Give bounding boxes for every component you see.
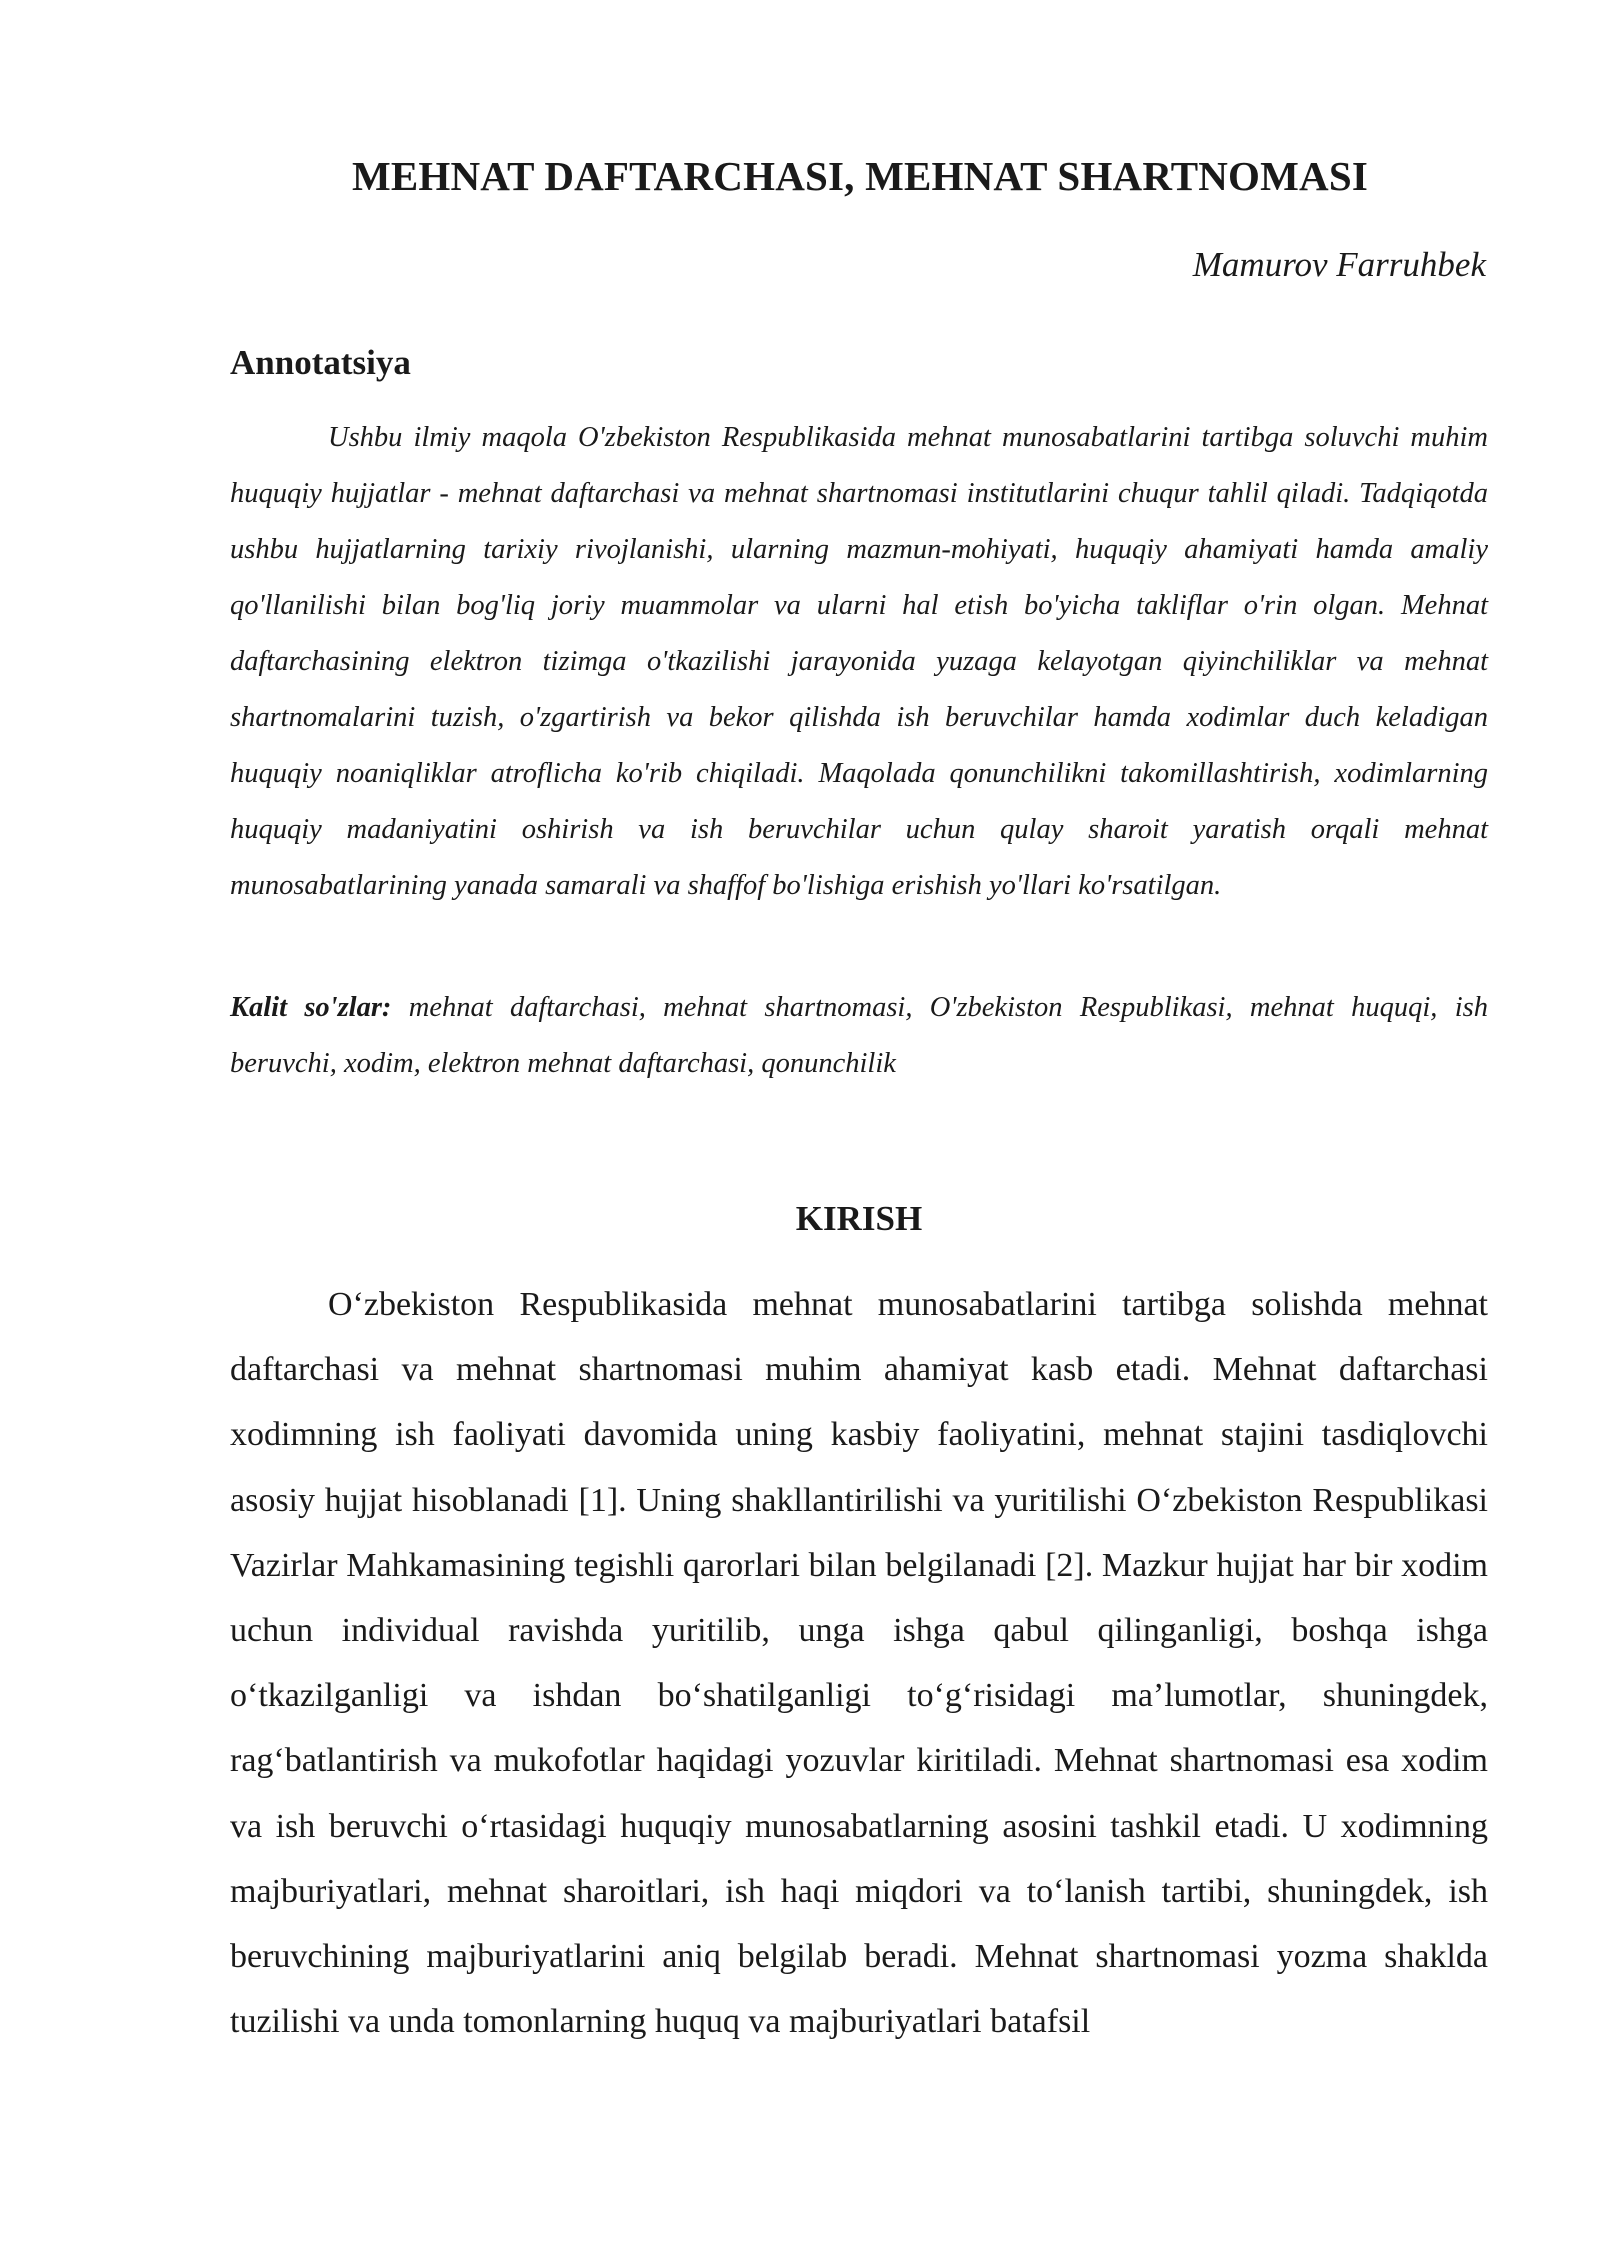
author-name: Mamurov Farruhbek	[1192, 245, 1486, 284]
abstract-heading: Annotatsiya	[230, 343, 411, 382]
keywords-paragraph	[230, 980, 1488, 1092]
paper-title: MEHNAT DAFTARCHASI, MEHNAT SHARTNOMASI	[351, 153, 1369, 199]
introduction-text: O‘zbekiston Respublikasida mehnat munosabatlarini tartibga solishda mehnat daftarchasi va mehnat shartnomasi muhim ahamiyat kasb etadi. Mehnat daftarchasi xodimning ish faoliyati davomida uning kasbiy faoliyatini, mehnat stajini tasdiqlovchi asosiy hujjat hisoblanadi [1]. Uning shakllantirilishi va yuritilishi O‘zbekiston Respublikasi Vazirlar Mahkamasining tegishli qarorlari bilan belgilanadi [2]. Mazkur hujjat har bir xodim uchun individual ravishda yuritilib, unga ishga qabul qilinganligi, boshqa ishga o‘tkazilganligi va ishdan bo‘shatilganligi to‘g‘risidagi ma’lumotlar, shuningdek, rag‘batlantirish va mukofotlar haqidagi yozuvlar kiritiladi. Mehnat shartnomasi esa xodim va ish beruvchi o‘rtasidagi huquqiy munosabatlarning asosini tashkil etadi. U xodimning majburiyatlari, mehnat sharoitlari, ish haqi miqdori va to‘lanish tartibi, shuningdek, ish beruvchining majburiyatlarini aniq belgilab beradi. Mehnat shartnomasi yozma shaklda tuzilishi va unda tomonlarning huquq va majburiyatlari batafsil	[230, 1286, 1488, 2041]
abstract-text: Ushbu ilmiy maqola O'zbekiston Respublikasida mehnat munosabatlarini tartibga soluvchi muhim huquqiy hujjatlar - mehnat daftarchasi va mehnat shartnomasi institutlarini chuqur tahlil qiladi. Tadqiqotda ushbu hujjatlarning tarixiy rivojlanishi, ularning mazmun-mohiyati, huquqiy ahamiyati hamda amaliy qo'llanilishi bilan bog'liq joriy muammolar va ularni hal etish bo'yicha takliflar o'rin olgan. Mehnat daftarchasining elektron tizimga o'tkazilishi jarayonida yuzaga kelayotgan qiyinchiliklar va mehnat shartnomalarini tuzish, o'zgartirish va bekor qilishda ish beruvchilar hamda xodimlar duch keladigan huquqiy noaniqliklar atroflicha ko'rib chiqiladi. Maqolada qonunchilikni takomillashtirish, xodimlarning huquqiy madaniyatini oshirish va ish beruvchilar uchun qulay sharoit yaratish orqali mehnat munosabatlarining yanada samarali va shaffof bo'lishiga erishish yo'llari ko'rsatilgan.	[230, 422, 1488, 901]
keywords-label: Kalit so'zlar:	[230, 992, 392, 1023]
introduction-heading: KIRISH	[795, 1199, 923, 1238]
keywords-text: mehnat daftarchasi, mehnat shartnomasi, O'zbekiston Respublikasi, mehnat huquqi, ish beruvchi, xodim, elektron mehnat daftarchasi, qonunchilik	[230, 992, 1488, 1079]
